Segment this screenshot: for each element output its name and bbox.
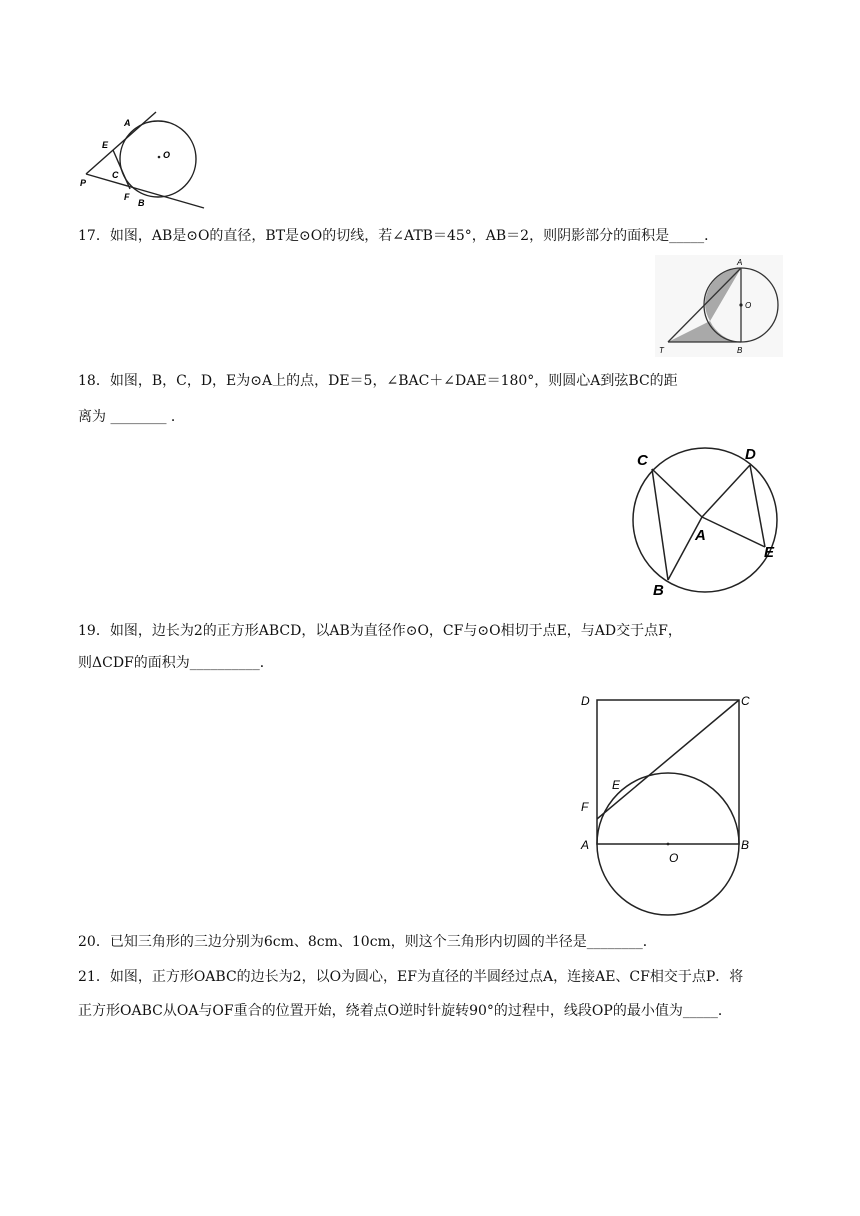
center-dot-o [667, 843, 670, 846]
label-d: D [745, 446, 756, 463]
square-abcd [597, 700, 739, 844]
question-18-text-1: 如图，B，C，D，E为⊙A上的点，DE＝5，∠BAC＋∠DAE＝180°，则圆心A到弦BC的距 [109, 373, 678, 389]
label-p: P [80, 178, 87, 188]
label-a: A [737, 258, 743, 267]
circle-o [120, 121, 196, 197]
circle-a [633, 448, 777, 592]
question-19-text-2: 则ΔCDF的面积为__________． [78, 655, 274, 671]
question-18-number: 18． [78, 373, 110, 389]
question-19-text-1: 如图，边长为2的正方形ABCD，以AB为直径作⊙O，CF与⊙O相切于点E，与AD交于点F， [109, 623, 682, 639]
label-c: C [741, 694, 750, 708]
question-20 [78, 929, 657, 955]
segment-ad [702, 465, 750, 517]
question-17 [78, 223, 718, 249]
question-20-text: 已知三角形的三边分别为6cm、8cm、10cm，则这个三角形内切圆的半径是________． [109, 934, 657, 950]
question-21-line-1 [78, 964, 743, 990]
question-17-text: 如图，AB是⊙O的直径，BT是⊙O的切线，若∠ATB＝45°，AB＝2，则阴影部分的面积是_____． [109, 228, 719, 244]
question-19-line-1 [78, 618, 682, 644]
label-o: O [745, 301, 752, 310]
label-b: B [741, 838, 750, 852]
label-a: A [581, 838, 590, 852]
question-18-line-1 [78, 368, 678, 394]
label-f: F [581, 800, 589, 814]
label-t: T [659, 346, 664, 355]
question-18-text-2: 离为 ________ ． [78, 409, 185, 425]
figure-q19 [575, 690, 755, 920]
label-f: F [124, 192, 130, 202]
question-18-line-2 [78, 404, 185, 430]
label-b: B [653, 582, 664, 599]
label-b: B [737, 346, 743, 355]
question-21-text-1: 如图，正方形OABC的边长为2，以O为圆心，EF为直径的半圆经过点A，连接AE、CF相交于点P．将 [109, 969, 744, 985]
label-a: A [695, 527, 706, 544]
label-e: E [102, 140, 109, 150]
segment-ae [702, 517, 765, 547]
label-c: C [637, 452, 648, 469]
label-o: O [163, 150, 171, 160]
segment-ac [652, 469, 702, 517]
label-c: C [112, 170, 119, 180]
center-dot-o [739, 303, 742, 306]
label-a: A [124, 118, 131, 128]
label-e: E [764, 544, 775, 561]
question-19-line-2 [78, 650, 274, 676]
label-b: B [138, 198, 145, 208]
figure-q16 [80, 108, 210, 213]
question-21-text-2: 正方形OABC从OA与OF重合的位置开始，绕着点O逆时针旋转90°的过程中，线段OP的最小值为_____． [78, 1003, 732, 1019]
question-21-line-2 [78, 998, 732, 1024]
label-o: O [669, 851, 679, 865]
line-cf [597, 700, 739, 819]
label-d: D [581, 694, 590, 708]
question-20-number: 20． [78, 934, 110, 950]
figure-q17 [655, 255, 783, 357]
chord-cb [652, 469, 668, 580]
question-17-number: 17． [78, 228, 110, 244]
center-dot-o [158, 156, 161, 159]
tangent-line-pb [86, 174, 204, 208]
question-21-number: 21． [78, 969, 110, 985]
label-e: E [612, 778, 621, 792]
question-19-number: 19． [78, 623, 110, 639]
figure-q18 [625, 445, 785, 600]
